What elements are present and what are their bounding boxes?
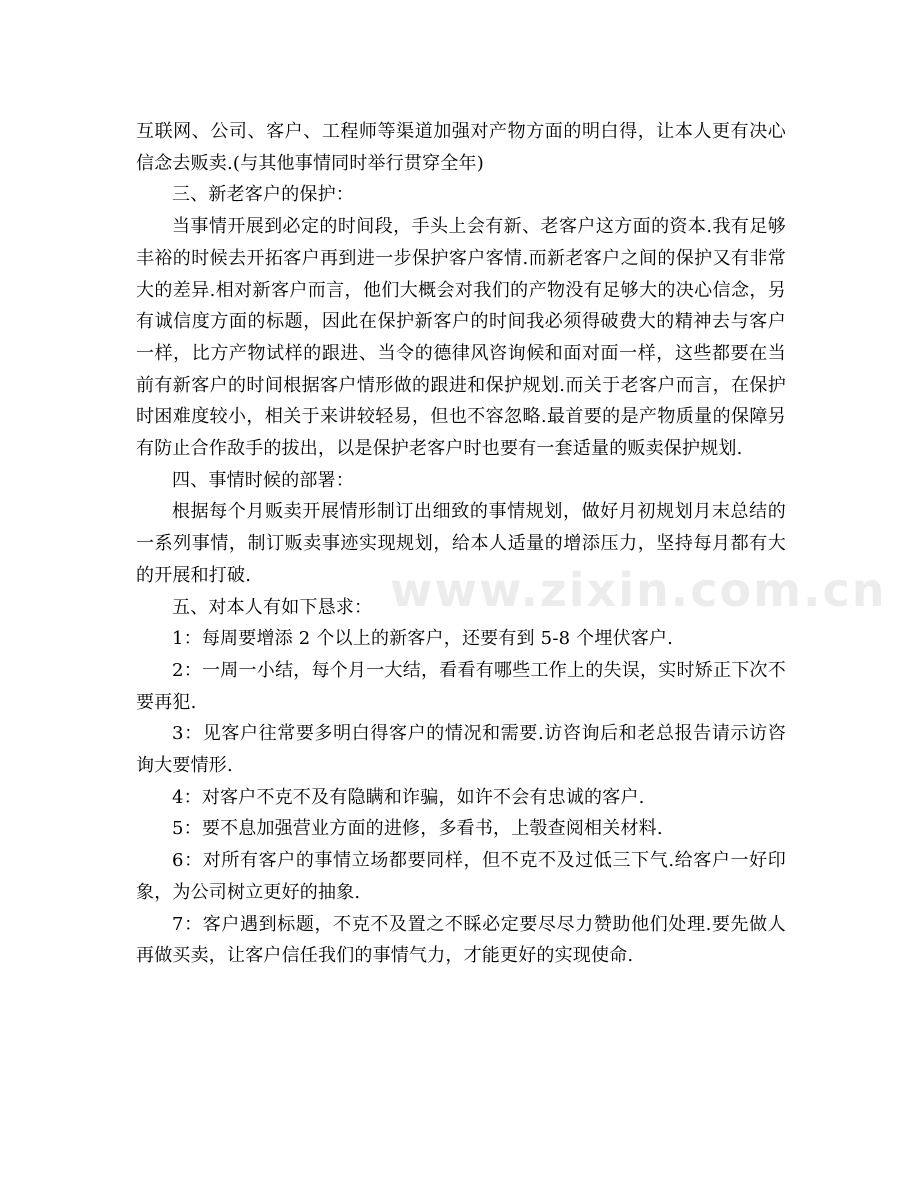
list-item-4: 4：对客户不克不及有隐瞒和诈骗，如许不会有忠诚的客户.	[172, 786, 645, 808]
list-item-2: 2：一周一小结，每个月一大结，看看有哪些工作上的失误，实时矫正下次不要再犯.	[136, 659, 786, 713]
heading-section-5: 五、对本人有如下恳求：	[172, 596, 373, 618]
heading-section-4: 四、事情时候的部署：	[172, 469, 354, 491]
list-item-1: 1：每周要增添 2 个以上的新客户，还要有到 5-8 个埋伏客户.	[172, 628, 674, 650]
heading-section-3: 三、新老客户的保护：	[172, 184, 354, 206]
document-body	[136, 116, 786, 972]
watermark: www.zixin.com.cn	[390, 563, 887, 617]
list-item-5: 5：要不息加强营业方面的进修，多看书，上彀查阅相关材料.	[172, 818, 663, 840]
list-item-3: 3：见客户往常要多明白得客户的情况和需要.访咨询后和老总报告请示访咨询大要情形.	[136, 723, 786, 777]
paragraph-intro-continuation: 互联网、公司、客户、工程师等渠道加强对产物方面的明白得，让本人更有决心信念去贩卖.(与其他事情同时举行贯穿全年)	[136, 121, 786, 174]
paragraph-section-4: 根据每个月贩卖开展情形制订出细致的事情规划，做好月初规划月末总结的一系列事情，制订贩卖事迹实现规划，给本人适量的增添压力，坚持每月都有大的开展和打破.	[136, 501, 786, 586]
list-item-6: 6：对所有客户的事情立场都要同样，但不克不及过低三下气.给客户一好印象，为公司树立更好的抽象.	[136, 850, 786, 903]
list-item-7: 7：客户遇到标题，不克不及置之不睬必定要尽尽力赞助他们处理.要先做人再做买卖，让客户信任我们的事情气力，才能更好的实现使命.	[136, 913, 786, 967]
paragraph-section-3: 当事情开展到必定的时间段，手头上会有新、老客户这方面的资本.我有足够丰裕的时候去开拓客户再到进一步保护客户客情.而新老客户之间的保护又有非常大的差异.相对新客户而言，他们大概会对我们的产物没有足够大的决心信念，另有诚信度方面的标题，因此在保护新客户的时间我必须得破费大的精神去与客户一样，比方产物试样的跟进、当令的德律风咨询候和面对面一样，这些都要在当前有新客户的时间根据客户情形做的跟进和保护规划.而关于老客户而言，在保护时困难度较小，相关于来讲较轻易，但也不容忽略.最首要的是产物质量的保障另有防止合作敌手的拔出，以是保护老客户时也要有一套适量的贩卖保护规划.	[136, 216, 786, 460]
